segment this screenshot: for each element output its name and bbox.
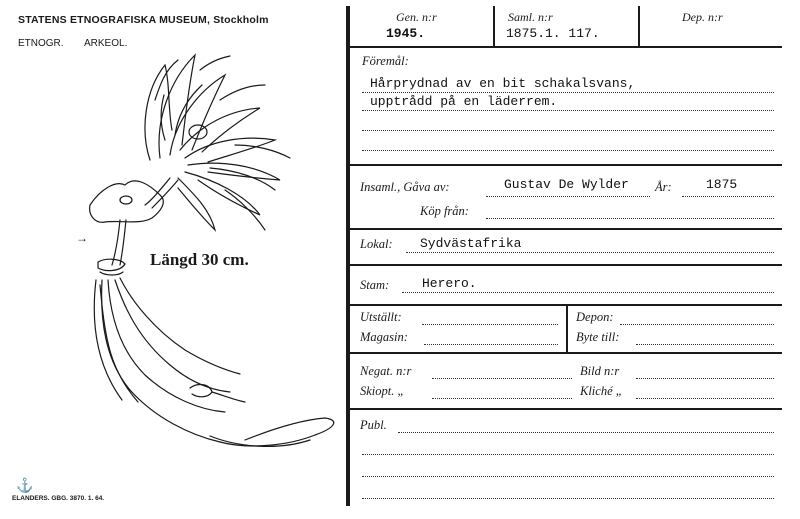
foremal-label: Föremål: <box>362 54 409 68</box>
dep-label: Dep. n:r <box>682 10 723 24</box>
kop-dotline <box>486 218 774 219</box>
ar-dotline <box>682 196 774 197</box>
publ-dotline-1 <box>398 432 774 433</box>
saml-value: 1875.1. 117. <box>506 26 600 41</box>
negat-label: Negat. n:r <box>360 364 412 378</box>
object-length: Längd 30 cm. <box>150 250 249 269</box>
utstallt-label: Utställt: <box>360 310 402 324</box>
negat-dotline <box>432 378 572 379</box>
publ-dotline-2 <box>362 454 774 455</box>
stam-value: Herero. <box>422 276 477 291</box>
saml-label: Saml. n:r <box>508 10 553 24</box>
lokal-bottom-line <box>350 264 782 266</box>
publ-dotline-3 <box>362 476 774 477</box>
publ-dotline-4 <box>362 498 774 499</box>
foremal-dotline-3 <box>362 130 774 131</box>
utstallt-dotline <box>422 324 558 325</box>
foremal-dotline-2 <box>362 110 774 111</box>
magasin-label: Magasin: <box>360 330 408 344</box>
kliche-label: Kliché „ <box>580 384 623 398</box>
lokal-dotline <box>406 252 774 253</box>
depon-label: Depon: <box>576 310 614 324</box>
stam-label: Stam: <box>360 278 390 292</box>
lokal-value: Sydvästafrika <box>420 236 522 251</box>
insaml-value: Gustav De Wylder <box>504 177 629 192</box>
ar-label: År: <box>655 180 672 194</box>
storage-bottom-line <box>350 352 782 354</box>
printer-info <box>12 477 104 502</box>
photo-bottom-line <box>350 408 782 410</box>
skiopt-label: Skiopt. „ <box>360 384 405 398</box>
stam-dotline <box>402 292 774 293</box>
foremal-dotline-1 <box>362 92 774 93</box>
ar-value: 1875 <box>706 177 738 192</box>
museum-name <box>18 14 269 26</box>
insaml-label: Insaml., Gåva av: <box>360 180 450 194</box>
lokal-label: Lokal: <box>360 237 393 251</box>
foremal-dotline-4 <box>362 150 774 151</box>
gen-label: Gen. n:r <box>396 10 437 24</box>
insaml-bottom-line <box>350 228 782 230</box>
kliche-dotline <box>636 398 774 399</box>
foremal-line-2: upptrådd på en läderrem. <box>370 94 558 109</box>
foremal-line-1: Hårprydnad av en bit schakalsvans, <box>370 76 636 91</box>
bild-label: Bild n:r <box>580 364 620 378</box>
byte-label: Byte till: <box>576 330 620 344</box>
category-etnogr: ETNOGR. <box>18 38 64 49</box>
gen-value: 1945. <box>386 26 426 41</box>
insaml-dotline <box>486 196 650 197</box>
magasin-dotline <box>424 344 558 345</box>
bild-dotline <box>636 378 774 379</box>
header-divider-2 <box>638 6 640 46</box>
publ-label: Publ. <box>360 418 387 432</box>
header-divider-1 <box>493 6 495 46</box>
depon-dotline <box>620 324 774 325</box>
museum-title: STATENS ETNOGRAFISKA MUSEUM, <box>18 14 211 26</box>
skiopt-dotline <box>432 398 572 399</box>
kop-label: Köp från: <box>420 204 469 218</box>
header-bottom-line <box>350 46 782 48</box>
printer-logo-icon: ⚓ <box>16 477 34 493</box>
printer-text: ELANDERS. GBG. 3870. 1. 64. <box>12 495 105 502</box>
pointer-arrow-icon: → <box>76 231 88 245</box>
foremal-bottom-line <box>350 164 782 166</box>
card-left-border <box>346 6 350 506</box>
category-arkeol: ARKEOL. <box>84 38 128 49</box>
byte-dotline <box>636 344 774 345</box>
storage-divider <box>566 304 568 352</box>
museum-city: Stockholm <box>213 14 269 26</box>
